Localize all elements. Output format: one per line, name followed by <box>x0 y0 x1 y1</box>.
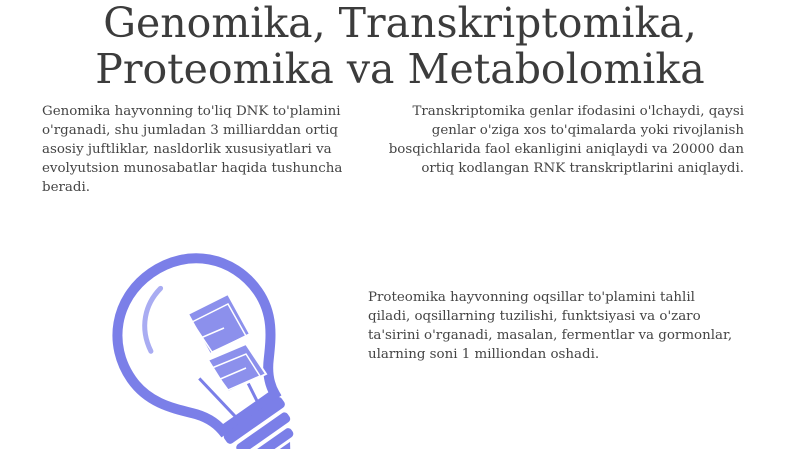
genomics-paragraph: Genomika hayvonning to'liq DNK to'plamini o'rganadi, shu jumladan 3 milliarddan ortiq asosiy juftliklar, nasldorlik xususiyatlari va evolyutsion munosabatlar haqida tushuncha beradi. <box>42 104 343 195</box>
slide-title <box>0 0 800 92</box>
slide-title-line-1: Genomika, Transkriptomika, <box>103 0 697 47</box>
lightbulb-book-icon <box>100 250 310 449</box>
transcriptomics-paragraph: Transkriptomika genlar ifodasini o'lchaydi, qaysi genlar o'ziga xos to'qimalarda yoki rivojlanish bosqichlarida faol ekanligini aniqlaydi va 20000 dan ortiq kodlangan RNK transkriptlarini aniqlaydi. <box>388 104 744 176</box>
proteomics-paragraph: Proteomika hayvonning oqsillar to'plamini tahlil qiladi, oqsillarning tuzilishi, funktsiyasi va o'zaro ta'sirini o'rganadi, masalan, fermentlar va gormonlar, ularning soni 1 milliondan oshadi. <box>368 290 733 362</box>
slide-title-line-2: Proteomika va Metabolomika <box>95 45 705 93</box>
book-icon <box>188 294 266 392</box>
